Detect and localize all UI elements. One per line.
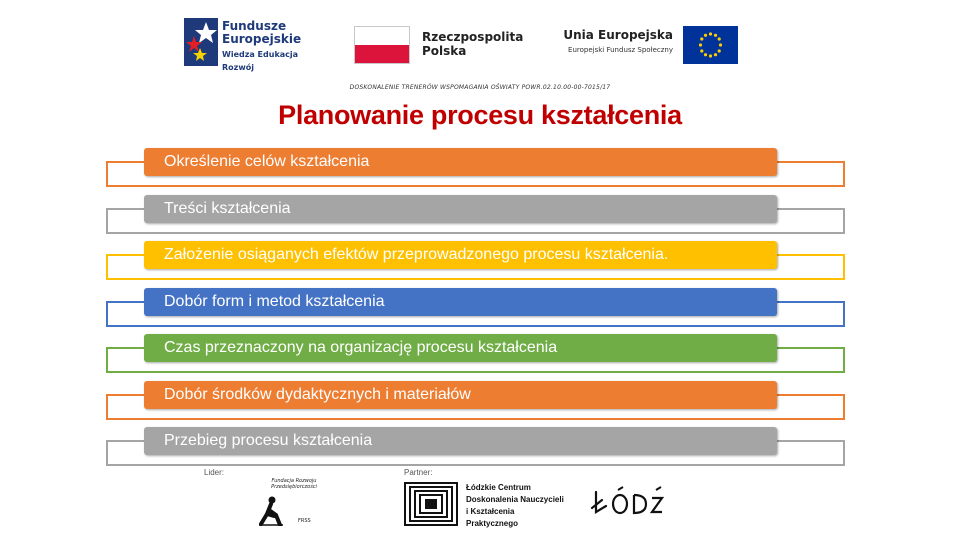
partner-logo-line2: Doskonalenia Nauczycieli (466, 495, 564, 504)
fe-logo-line1: Fundusze (222, 19, 287, 33)
lider-logo-abbr: FRSS (298, 518, 311, 524)
lider-logo-text: Fundacja Rozwoju Przedsiębiorczości (271, 478, 317, 490)
step-2-label: Treści kształcenia (144, 195, 777, 223)
partner-logo-line3: i Kształcenia Praktycznego (466, 507, 519, 528)
fe-logo-line2: Europejskie (222, 32, 302, 46)
step-3-label: Założenie osiąganych efektów przeprowadzonego procesu kształcenia. (144, 241, 777, 269)
walking-person-icon (258, 496, 284, 526)
step-1 (0, 148, 960, 188)
ue-logo-title: Unia Europejska (563, 28, 673, 42)
step-4 (0, 288, 960, 328)
step-1-label: Określenie celów kształcenia (144, 148, 777, 176)
lodz-wordmark-icon (590, 486, 666, 520)
rp-logo-line1: Rzeczpospolita (422, 30, 524, 44)
step-5-label: Czas przeznaczony na organizację procesu kształcenia (144, 334, 777, 362)
step-6-label: Dobór środków dydaktycznych i materiałów (144, 381, 777, 409)
partner-square-icon (404, 482, 458, 526)
fe-logo-line3: Wiedza Edukacja Rozwój (222, 50, 299, 72)
step-7-label: Przebieg procesu kształcenia (144, 427, 777, 455)
step-5 (0, 334, 960, 374)
step-7 (0, 427, 960, 467)
ue-logo-subtitle: Europejski Fundusz Społeczny (568, 46, 673, 54)
project-code: DOSKONALENIE TRENERÓW WSPOMAGANIA OŚWIATY POWR.02.10.00-00-7015/17 (349, 84, 611, 91)
page-title: Planowanie procesu kształcenia (278, 100, 682, 130)
step-2 (0, 195, 960, 235)
partner-logo (404, 482, 564, 526)
step-4-label: Dobór form i metod kształcenia (144, 288, 777, 316)
lider-label: Lider: (204, 468, 225, 477)
lider-logo (256, 478, 322, 528)
partner-logo-line1: Łódzkie Centrum (466, 483, 531, 492)
lodz-logo (590, 486, 666, 520)
step-3 (0, 241, 960, 281)
partner-label: Partner: (404, 468, 433, 477)
rp-logo-line2: Polska (422, 44, 467, 58)
step-6 (0, 381, 960, 421)
